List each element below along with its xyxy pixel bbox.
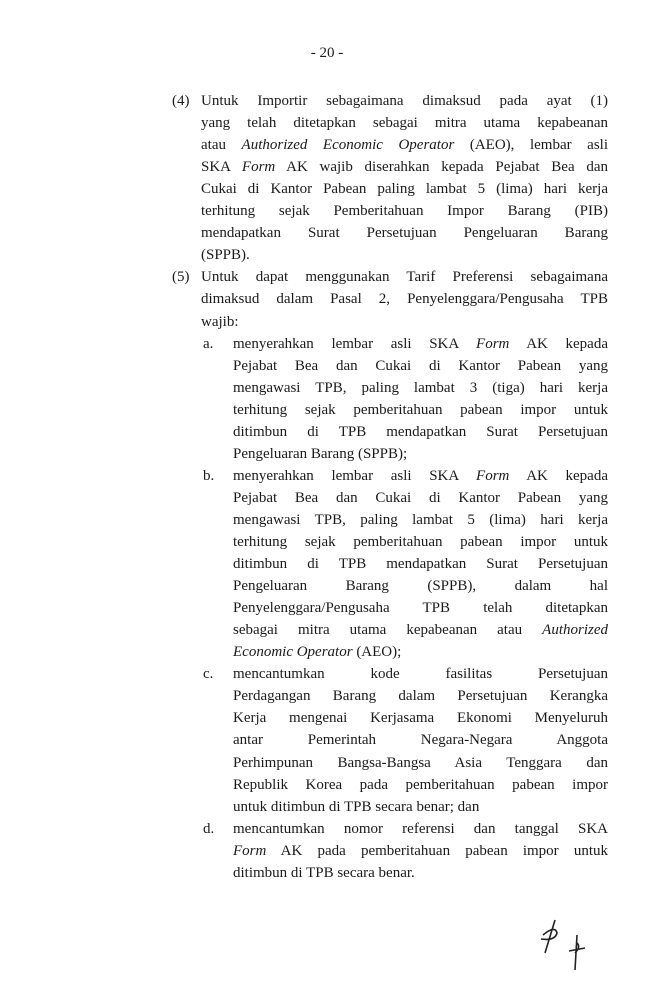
text-line	[233, 399, 608, 421]
italic-segment: Authorized	[542, 622, 608, 639]
item-label: a.	[203, 335, 214, 352]
text-segment: (SPPB).	[201, 247, 250, 264]
text-line	[233, 553, 608, 575]
text-segment: Perhimpunan Bangsa-Bangsa Asia Tenggara dan	[233, 754, 608, 771]
page-number: - 20 -	[310, 45, 344, 61]
text-line	[201, 311, 608, 333]
text-line	[233, 862, 608, 884]
text-segment: AK kepada	[509, 467, 608, 484]
text-segment: AK wajib diserahkan kepada Pejabat Bea dan	[275, 159, 608, 176]
text-segment: SKA	[201, 159, 242, 176]
text-line	[233, 333, 608, 355]
text-line	[201, 90, 608, 112]
text-line	[201, 222, 608, 244]
text-line	[233, 619, 608, 641]
text-segment: dimaksud dalam Pasal 2, Penyelenggara/Pengusaha TPB	[201, 291, 608, 308]
text-line	[233, 575, 608, 597]
text-segment: Cukai di Kantor Pabean paling lambat 5 (lima) hari kerja	[201, 181, 608, 198]
text-segment: terhitung sejak pemberitahuan pabean impor untuk	[233, 401, 608, 418]
text-line	[201, 156, 608, 178]
text-segment: Pengeluaran Barang (SPPB);	[233, 445, 408, 462]
italic-segment: Form	[241, 159, 276, 176]
text-segment: ditimbun di TPB mendapatkan Surat Persetujuan	[233, 423, 608, 440]
text-segment: ditimbun di TPB secara benar.	[233, 864, 415, 881]
italic-segment: Economic Operator	[233, 644, 353, 661]
text-segment: AK kepada	[509, 335, 608, 352]
text-line	[233, 796, 608, 818]
italic-segment: Form	[476, 467, 510, 484]
text-line	[233, 377, 608, 399]
item-label: (4)	[172, 93, 190, 109]
text-segment: Penyelenggara/Pengusaha TPB telah ditetapkan	[233, 600, 608, 617]
text-segment: Perdagangan Barang dalam Persetujuan Kerangka	[233, 688, 608, 705]
text-segment: ditimbun di TPB mendapatkan Surat Persetujuan	[233, 556, 608, 573]
italic-segment: Form	[476, 335, 510, 352]
text-segment: menyerahkan lembar asli SKA	[233, 335, 477, 352]
text-line	[233, 443, 608, 465]
text-line	[233, 465, 608, 487]
text-line	[233, 685, 608, 707]
text-segment: menyerahkan lembar asli SKA	[233, 467, 477, 484]
text-line	[201, 112, 608, 134]
text-segment: mencantumkan kode fasilitas Persetujuan	[233, 666, 608, 683]
text-segment: untuk ditimbun di TPB secara benar; dan	[233, 798, 480, 815]
text-segment: terhitung sejak Pemberitahuan Impor Barang (PIB)	[201, 203, 608, 220]
text-segment: Kerja mengenai Kerjasama Ekonomi Menyeluruh	[233, 710, 608, 727]
text-segment: Untuk Importir sebagaimana dimaksud pada ayat (1)	[201, 93, 608, 109]
text-segment: mendapatkan Surat Persetujuan Pengeluaran Barang	[201, 225, 608, 242]
text-segment: antar Pemerintah Negara-Negara Anggota	[233, 732, 608, 749]
text-line	[201, 244, 608, 266]
text-line	[201, 200, 608, 222]
text-line	[233, 597, 608, 619]
text-line	[233, 509, 608, 531]
text-segment: yang telah ditetapkan sebagai mitra utama kepabeanan	[201, 115, 608, 132]
item-label: b.	[203, 467, 215, 484]
text-line	[233, 421, 608, 443]
text-segment: Republik Korea pada pemberitahuan pabean impor	[233, 776, 608, 793]
item-label: c.	[203, 666, 214, 683]
text-line	[201, 288, 608, 310]
text-segment: Pejabat Bea dan Cukai di Kantor Pabean yang	[233, 357, 608, 374]
text-line	[233, 707, 608, 729]
text-line	[233, 355, 608, 377]
text-segment: terhitung sejak pemberitahuan pabean impor untuk	[233, 534, 608, 550]
item-label: d.	[203, 820, 215, 837]
text-line	[233, 641, 608, 663]
text-segment: (AEO), lembar asli	[454, 137, 609, 154]
text-line	[201, 134, 608, 156]
text-line	[233, 729, 608, 751]
text-segment: AK pada pemberitahuan pabean impor untuk	[266, 842, 608, 859]
text-line	[233, 487, 608, 509]
text-line	[201, 266, 608, 288]
text-line	[233, 752, 608, 774]
text-segment: mencantumkan nomor referensi dan tanggal SKA	[233, 820, 608, 837]
text-line	[201, 178, 608, 200]
italic-segment: Form	[233, 842, 267, 859]
text-segment: atau	[201, 137, 242, 154]
text-line	[233, 774, 608, 796]
text-segment: sebagai mitra utama kepabeanan atau	[233, 622, 543, 639]
text-segment: Pejabat Bea dan Cukai di Kantor Pabean yang	[233, 489, 608, 506]
text-line	[233, 663, 608, 685]
italic-segment: Authorized Economic Operator	[241, 137, 455, 154]
text-segment: Pengeluaran Barang (SPPB), dalam hal	[233, 578, 608, 595]
text-segment: mengawasi TPB, paling lambat 5 (lima) hari kerja	[233, 511, 608, 528]
text-line	[233, 840, 608, 862]
initials-signature	[525, 915, 595, 975]
item-label: (5)	[172, 269, 190, 286]
text-segment: Untuk dapat menggunakan Tarif Preferensi sebagaimana	[201, 269, 608, 286]
text-line	[233, 531, 608, 553]
text-segment: mengawasi TPB, paling lambat 3 (tiga) hari kerja	[233, 379, 608, 396]
text-segment: wajib:	[201, 313, 239, 330]
text-line	[233, 818, 608, 840]
text-segment: (AEO);	[352, 644, 402, 661]
